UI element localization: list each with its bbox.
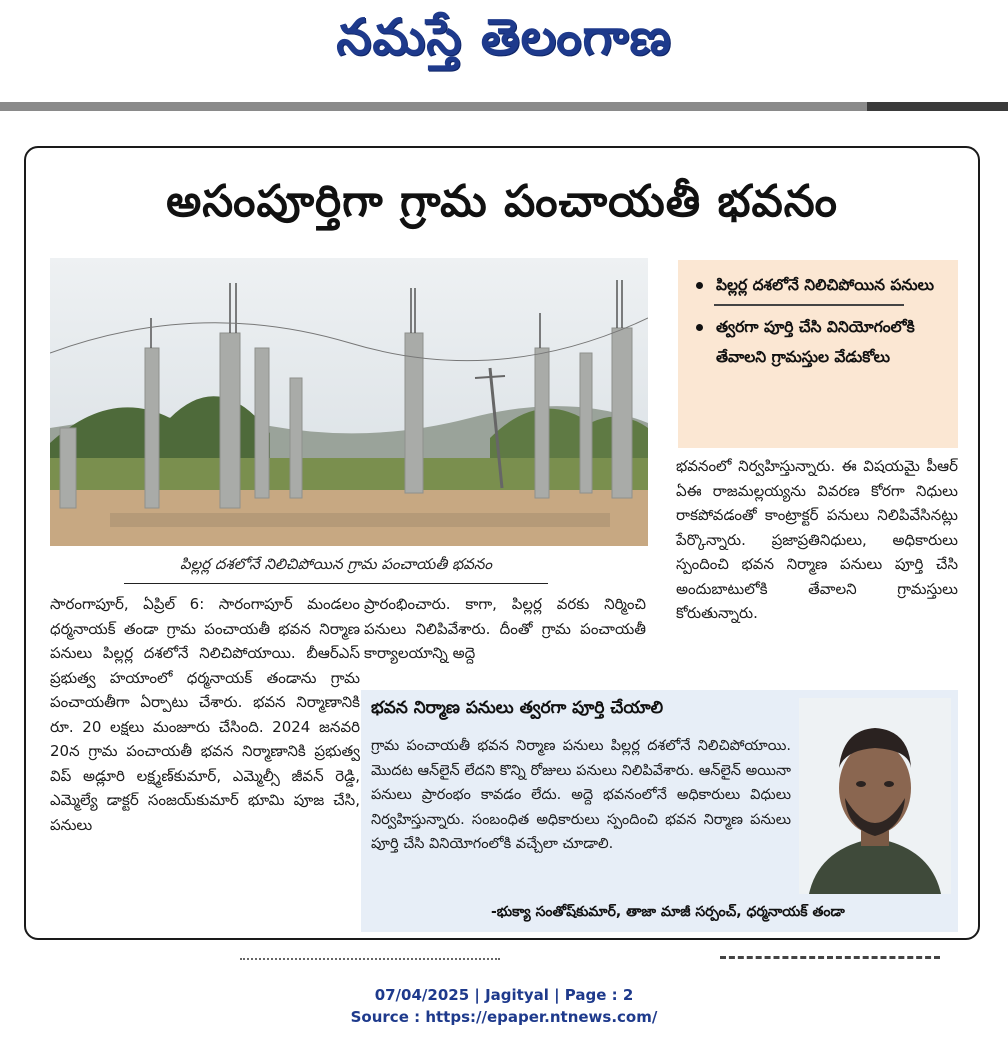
cutoff-text-fragment — [720, 956, 940, 964]
quote-title: భవన నిర్మాణ పనులు త్వరగా పూర్తి చేయాలి — [371, 698, 664, 718]
newspaper-logo: నమస్తే తెలంగాణ — [336, 8, 672, 66]
bullet-icon — [696, 324, 703, 331]
masthead-rule — [0, 102, 1008, 111]
highlight-divider — [714, 304, 904, 306]
quote-signature: -భుక్యా సంతోష్‌కుమార్, తాజా మాజీ సర్పంచ్, ధర్మనాయక్ తండా — [491, 904, 845, 920]
article-headline: అసంపూర్తిగా గ్రామ పంచాయతీ భవనం — [166, 176, 838, 227]
article-photo — [50, 258, 648, 546]
highlight-text: పిల్లర్ల దశలోనే నిలిచిపోయిన పనులు — [716, 276, 935, 294]
page-footer — [0, 984, 1008, 1028]
next-article-cutoff — [0, 956, 1008, 966]
photo-caption: పిల్లర్ల దశలోనే నిలిచిపోయిన గ్రామ పంచాయతీ భవనం — [124, 555, 548, 584]
quote-box — [361, 690, 958, 932]
bullet-icon — [696, 282, 703, 289]
body-column-1: సారంగాపూర్, ఏప్రిల్ 6: సారంగాపూర్ మండలం ధర్మనాయక్ తండా గ్రామ పంచాయతీ భవన నిర్మాణ పనులు పిల్లర్ల దశలోనే నిలిచిపోయాయి. బీఆర్ఎస్ ప్రభుత్వ హయాంలో ధర్మనాయక్ తండాను గ్రామ పంచాయతీగా ఏర్పాటు చేశారు. భవన నిర్మాణానికి రూ. 20 లక్షలు మంజూరు చేసింది. 2024 జనవరి 20న గ్రామ పంచాయతీ భవన నిర్మాణానికి ప్రభుత్వ విప్ అడ్లూరి లక్ష్మణ్‌కుమార్, ఎమ్మెల్సీ జీవన్ రెడ్డి, ఎమ్మెల్యే డాక్టర్ సంజయ్‌కుమార్ భూమి పూజ చేసి, పనులు — [50, 595, 360, 834]
highlights-box — [678, 260, 958, 448]
highlight-text: త్వరగా పూర్తి చేసి వినియోగంలోకి తేవాలని గ్రామస్తుల వేడుకోలు — [716, 317, 915, 366]
news-article — [24, 146, 980, 940]
highlight-item — [694, 312, 942, 372]
source-link[interactable]: Source : https://epaper.ntnews.com/ — [350, 1008, 658, 1026]
highlight-item — [694, 270, 942, 300]
person-portrait — [799, 698, 951, 894]
edition-info: 07/04/2025 | Jagityal | Page : 2 — [374, 986, 634, 1004]
masthead — [0, 0, 1008, 100]
body-column-2: ప్రారంభించారు. కాగా, పిల్లర్ల వరకు నిర్మించి పనులు నిలిపివేశారు. దీంతో గ్రామ పంచాయతీ కార్యాలయాన్ని అద్దె — [364, 595, 646, 662]
quote-body: గ్రామ పంచాయతీ భవన నిర్మాణ పనులు పిల్లర్ల దశలోనే నిలిచిపోయాయి. మొదట ఆన్‌లైన్ లేదని కొన్ని రోజులు పనులు నిలిపివేశారు. ఆన్‌లైన్ అయినా పనులు ప్రారంభం కావడం లేదు. అద్దె భవనంలోనే అధికారులు విధులు నిర్వహిస్తున్నారు. సంబంధిత అధికారులు స్పందించి భవన నిర్మాణ పనులు పూర్తి చేసి వినియోగంలోకి వచ్చేలా చూడాలి. — [371, 738, 791, 852]
body-column-3: భవనంలో నిర్వహిస్తున్నారు. ఈ విషయమై పీఆర్ ఏఈ రాజమల్లయ్యను వివరణ కోరగా నిధులు రాకపోవడంతో కాంట్రాక్టర్ పనులు నిలిపివేసినట్లు పేర్కొన్నారు. ప్రజాప్రతినిధులు, అధికారులు స్పందించి భవన నిర్మాణ పనులు పూర్తి చేసి అందుబాటులోకి తేవాలని గ్రామస్తులు కోరుతున్నారు. — [676, 457, 958, 622]
cutoff-text-fragment — [240, 958, 500, 964]
